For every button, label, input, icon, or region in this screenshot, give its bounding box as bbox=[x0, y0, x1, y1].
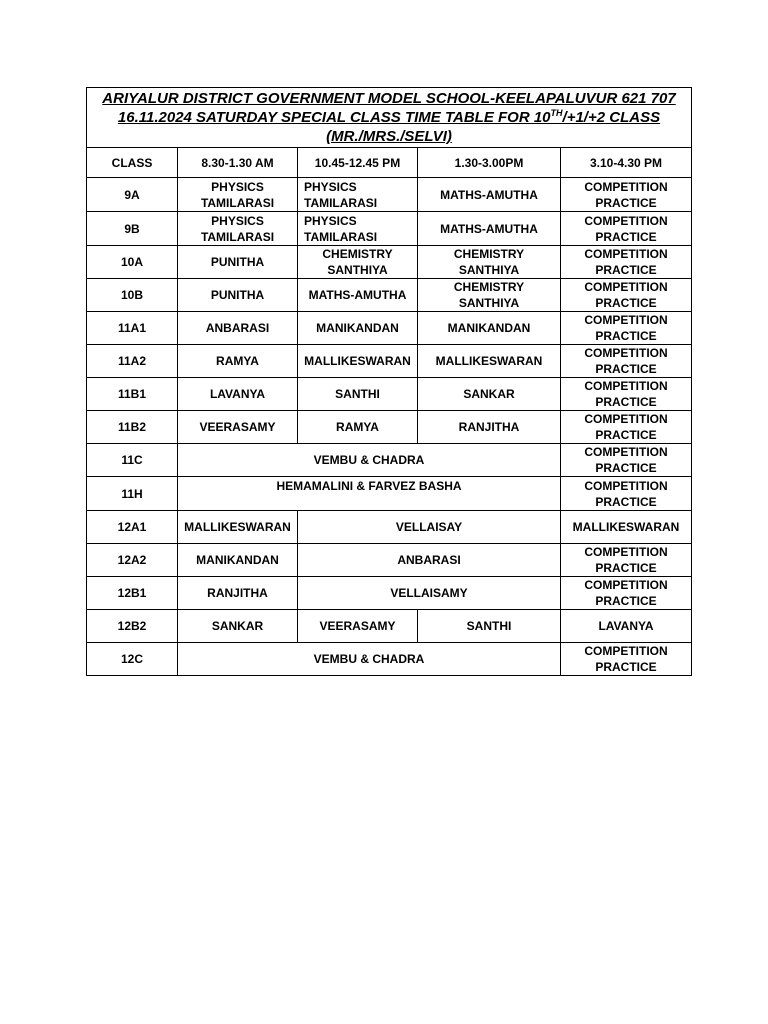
slot-4-cell: COMPETITION PRACTICE bbox=[561, 577, 692, 610]
slot-2-cell: MATHS-AMUTHA bbox=[298, 279, 418, 312]
slot-4-cell: MALLIKESWARAN bbox=[561, 511, 692, 544]
header-class: CLASS bbox=[87, 148, 178, 178]
slot-3-cell: SANKAR bbox=[418, 378, 561, 411]
slot-2-cell: CHEMISTRY SANTHIYA bbox=[298, 246, 418, 279]
table-row bbox=[87, 544, 692, 577]
header-row bbox=[87, 148, 692, 178]
slot-1-cell: SANKAR bbox=[178, 610, 298, 643]
class-cell: 12B1 bbox=[87, 577, 178, 610]
class-cell: 12C bbox=[87, 643, 178, 676]
slot-2-cell: MALLIKESWARAN bbox=[298, 345, 418, 378]
slot-3-cell: MATHS-AMUTHA bbox=[418, 178, 561, 212]
slot-4-cell: COMPETITION PRACTICE bbox=[561, 544, 692, 577]
slot-4-cell: COMPETITION PRACTICE bbox=[561, 411, 692, 444]
table-row bbox=[87, 279, 692, 312]
slot-2-cell: PHYSICS TAMILARASI bbox=[298, 212, 418, 246]
slot-4-cell: COMPETITION PRACTICE bbox=[561, 378, 692, 411]
slot-1-cell: PHYSICS TAMILARASI bbox=[178, 212, 298, 246]
slot-3-cell: MANIKANDAN bbox=[418, 312, 561, 345]
class-cell: 11B1 bbox=[87, 378, 178, 411]
slot-4-cell: COMPETITION PRACTICE bbox=[561, 312, 692, 345]
title-school: ARIYALUR DISTRICT GOVERNMENT MODEL SCHOOL-KEELAPALUVUR 621 707 bbox=[102, 90, 676, 107]
class-cell: 10B bbox=[87, 279, 178, 312]
header-slot-1: 8.30-1.30 AM bbox=[178, 148, 298, 178]
class-cell: 11C bbox=[87, 444, 178, 477]
merged-slot-cell: VEMBU & CHADRA bbox=[178, 444, 561, 477]
slot-2-cell: MANIKANDAN bbox=[298, 312, 418, 345]
slot-3-cell: CHEMISTRY SANTHIYA bbox=[418, 246, 561, 279]
slot-1-cell: MANIKANDAN bbox=[178, 544, 298, 577]
class-cell: 9B bbox=[87, 212, 178, 246]
timetable-title bbox=[87, 88, 692, 148]
slot-4-cell: COMPETITION PRACTICE bbox=[561, 279, 692, 312]
slot-3-cell: MATHS-AMUTHA bbox=[418, 212, 561, 246]
slot-1-cell: PHYSICS TAMILARASI bbox=[178, 178, 298, 212]
slot-4-cell: COMPETITION PRACTICE bbox=[561, 345, 692, 378]
table-row bbox=[87, 212, 692, 246]
slot-4-cell: COMPETITION PRACTICE bbox=[561, 246, 692, 279]
header-slot-4: 3.10-4.30 PM bbox=[561, 148, 692, 178]
slot-1-cell: PUNITHA bbox=[178, 279, 298, 312]
slot-1-cell: VEERASAMY bbox=[178, 411, 298, 444]
table-row bbox=[87, 511, 692, 544]
table-row bbox=[87, 178, 692, 212]
slot-4-cell: LAVANYA bbox=[561, 610, 692, 643]
slot-1-cell: PUNITHA bbox=[178, 246, 298, 279]
table-row bbox=[87, 312, 692, 345]
table-row bbox=[87, 610, 692, 643]
table-row bbox=[87, 477, 692, 511]
slot-3-cell: MALLIKESWARAN bbox=[418, 345, 561, 378]
merged-slot-cell: HEMAMALINI & FARVEZ BASHA bbox=[178, 477, 561, 511]
class-cell: 10A bbox=[87, 246, 178, 279]
slot-2-cell: PHYSICS TAMILARASI bbox=[298, 178, 418, 212]
class-cell: 11B2 bbox=[87, 411, 178, 444]
title-salutation: (MR./MRS./SELVI) bbox=[326, 128, 452, 145]
title-superscript: TH bbox=[550, 108, 563, 118]
slot-1-cell: RAMYA bbox=[178, 345, 298, 378]
slot-4-cell: COMPETITION PRACTICE bbox=[561, 444, 692, 477]
table-row bbox=[87, 378, 692, 411]
slot-1-cell: ANBARASI bbox=[178, 312, 298, 345]
merged-slot-cell: ANBARASI bbox=[298, 544, 561, 577]
slot-4-cell: COMPETITION PRACTICE bbox=[561, 178, 692, 212]
slot-2-cell: VEERASAMY bbox=[298, 610, 418, 643]
slot-4-cell: COMPETITION PRACTICE bbox=[561, 477, 692, 511]
header-slot-3: 1.30-3.00PM bbox=[418, 148, 561, 178]
class-cell: 9A bbox=[87, 178, 178, 212]
slot-3-cell: RANJITHA bbox=[418, 411, 561, 444]
slot-2-cell: RAMYA bbox=[298, 411, 418, 444]
class-cell: 11H bbox=[87, 477, 178, 511]
title-date-line: 16.11.2024 SATURDAY SPECIAL CLASS TIME TABLE FOR 10TH/+1/+2 CLASS bbox=[117, 108, 661, 126]
slot-1-cell: RANJITHA bbox=[178, 577, 298, 610]
table-row bbox=[87, 411, 692, 444]
class-cell: 12A2 bbox=[87, 544, 178, 577]
table-row bbox=[87, 643, 692, 676]
slot-1-cell: LAVANYA bbox=[178, 378, 298, 411]
slot-4-cell: COMPETITION PRACTICE bbox=[561, 212, 692, 246]
class-cell: 12A1 bbox=[87, 511, 178, 544]
slot-3-cell: SANTHI bbox=[418, 610, 561, 643]
table-row bbox=[87, 345, 692, 378]
merged-slot-cell: VELLAISAY bbox=[298, 511, 561, 544]
table-row bbox=[87, 246, 692, 279]
table-row bbox=[87, 444, 692, 477]
slot-2-cell: SANTHI bbox=[298, 378, 418, 411]
header-slot-2: 10.45-12.45 PM bbox=[298, 148, 418, 178]
class-cell: 11A1 bbox=[87, 312, 178, 345]
slot-3-cell: CHEMISTRY SANTHIYA bbox=[418, 279, 561, 312]
merged-slot-cell: VELLAISAMY bbox=[298, 577, 561, 610]
slot-4-cell: COMPETITION PRACTICE bbox=[561, 643, 692, 676]
slot-1-cell: MALLIKESWARAN bbox=[178, 511, 298, 544]
merged-slot-cell: VEMBU & CHADRA bbox=[178, 643, 561, 676]
table-row bbox=[87, 577, 692, 610]
timetable bbox=[86, 87, 692, 676]
class-cell: 12B2 bbox=[87, 610, 178, 643]
class-cell: 11A2 bbox=[87, 345, 178, 378]
